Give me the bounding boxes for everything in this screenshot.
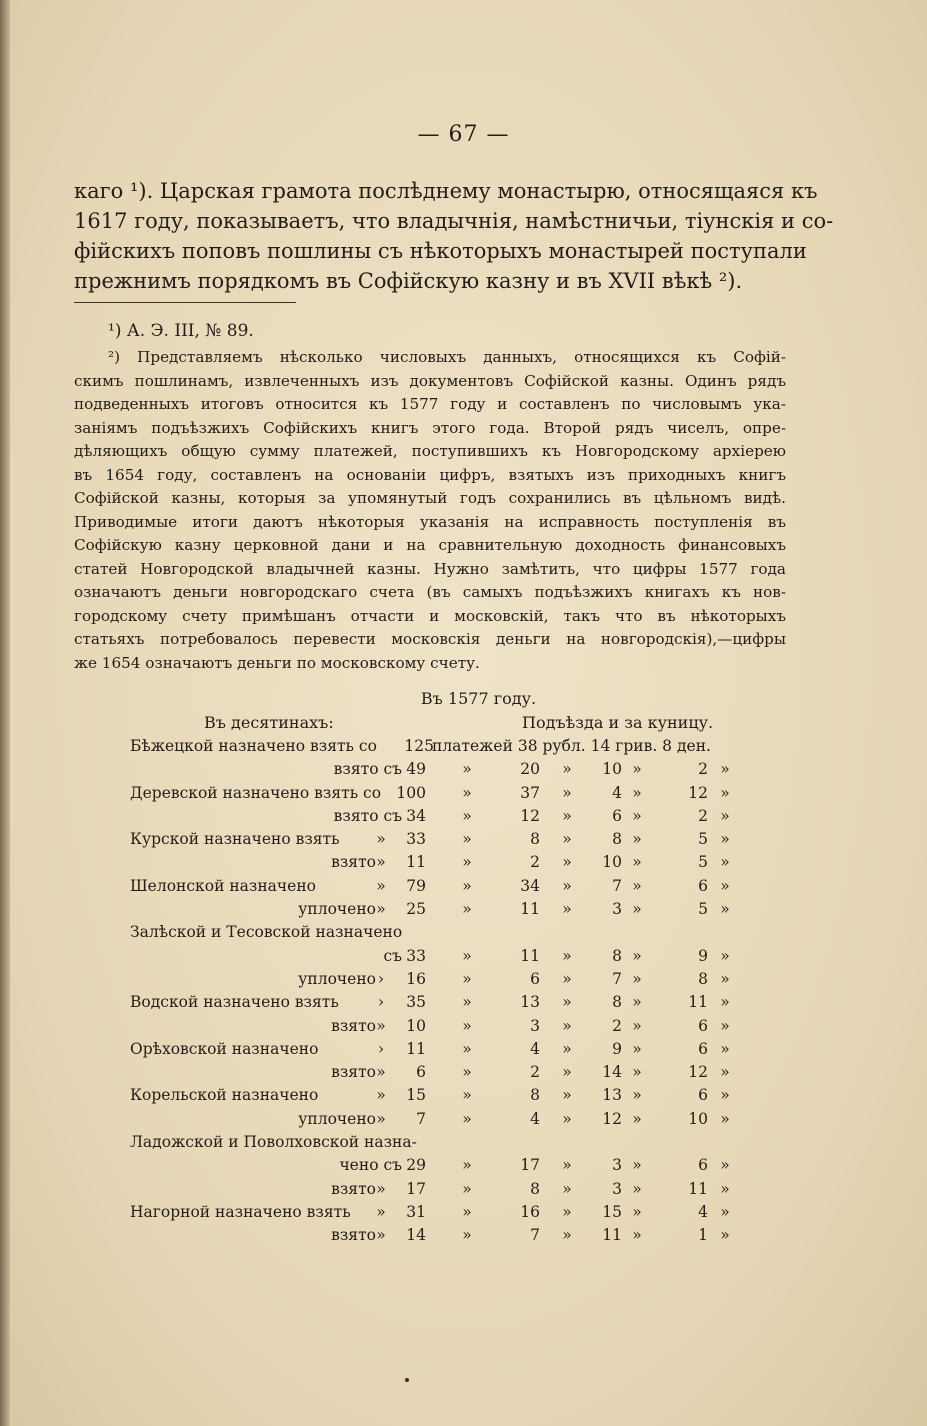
dengas-value: 6	[698, 1016, 708, 1035]
rubles-value: 11	[520, 946, 540, 965]
ditto-mark: »	[376, 1063, 386, 1082]
table-row	[130, 758, 790, 781]
rubles-value: 3	[530, 1016, 540, 1035]
payments-count: 16	[406, 969, 426, 988]
ditto-mark: »	[720, 969, 730, 988]
footnote-line: ²) Представляемъ нѣсколько числовыхъ данныхъ, относящихся къ Софій-	[108, 348, 786, 366]
grivnas-value: 10	[602, 760, 622, 779]
ditto-mark: »	[632, 1202, 642, 1221]
table-row	[130, 1154, 790, 1177]
row-label: Курской назначено взять	[130, 830, 340, 849]
rubles-value: 2	[530, 853, 540, 872]
ditto-mark: »	[720, 1226, 730, 1245]
ditto-mark: »	[462, 1202, 472, 1221]
footnote-line: Софійской казны, которыя за упомянутый годъ сохранились въ цѣльномъ видѣ.	[74, 489, 786, 507]
dengas-value: 12	[688, 783, 708, 802]
ditto-mark: »	[632, 1226, 642, 1245]
payments-count: 14	[406, 1226, 426, 1245]
footnote-1: ¹) А. Э. III, № 89.	[108, 321, 254, 341]
grivnas-value: 13	[602, 1086, 622, 1105]
grivnas-value: 15	[602, 1202, 622, 1221]
table-row	[130, 1201, 790, 1224]
row-label: Залѣской и Тесовской назначено	[130, 923, 403, 942]
ditto-mark: »	[720, 830, 730, 849]
main-paragraph	[74, 176, 834, 296]
rubles-value: 34	[520, 876, 540, 895]
ditto-mark: »	[632, 806, 642, 825]
rubles-value: 8	[530, 1086, 540, 1105]
table-row	[130, 1224, 790, 1247]
ditto-mark: »	[462, 853, 472, 872]
ditto-mark: »	[376, 1109, 386, 1128]
paragraph-line: 1617 году, показываетъ, что владычнія, намѣстничьи, тіунскія и со-	[74, 209, 834, 233]
ditto-mark: »	[720, 1086, 730, 1105]
ditto-mark: »	[462, 806, 472, 825]
table-header-left: Въ десятинахъ:	[204, 713, 334, 732]
ditto-mark: »	[632, 830, 642, 849]
table-row	[130, 1131, 790, 1154]
footnote-line: въ 1654 году, составленъ на основаніи цифръ, взятыхъ изъ приходныхъ книгъ	[74, 465, 786, 484]
ditto-mark: »	[462, 900, 472, 919]
ditto-mark: »	[562, 876, 572, 895]
grivnas-value: 4	[612, 783, 622, 802]
table-row	[130, 1038, 790, 1061]
rubles-value: 6	[530, 969, 540, 988]
page-edge-shadow	[0, 0, 10, 1426]
paragraph-line: прежнимъ порядкомъ въ Софійскую казну и въ XVII вѣкѣ ²).	[74, 269, 743, 293]
ditto-mark: »	[562, 993, 572, 1012]
ditto-mark: »	[562, 783, 572, 802]
row-label: взято	[331, 1063, 376, 1082]
footnote-2	[74, 346, 786, 675]
payments-count: 125	[404, 737, 434, 755]
dengas-value: 12	[688, 1063, 708, 1082]
table-row	[130, 1178, 790, 1201]
row-label: Деревской назначено взять со	[130, 783, 382, 802]
grivnas-value: 8	[612, 946, 622, 965]
table-row	[130, 945, 790, 968]
payments-count: 79	[406, 876, 426, 895]
row-label: уплочено	[298, 900, 376, 919]
row-label: уплочено	[298, 1109, 376, 1128]
ditto-mark: »	[720, 1039, 730, 1058]
grivnas-value: 3	[612, 1179, 622, 1198]
ditto-mark: »	[720, 1016, 730, 1035]
ditto-mark: »	[376, 1086, 386, 1105]
payments-count: 33	[406, 830, 426, 849]
footnote-line: Приводимые итоги даютъ нѣкоторыя указанія на исправность поступленія въ	[74, 512, 786, 531]
table-row	[130, 782, 790, 805]
rubles-value: 12	[520, 806, 540, 825]
ditto-mark: »	[376, 1016, 386, 1035]
payments-count: 29	[406, 1156, 426, 1175]
rubles-value: 13	[520, 993, 540, 1012]
ditto-mark: »	[376, 853, 386, 872]
ditto-mark: »	[632, 783, 642, 802]
table-row	[130, 1084, 790, 1107]
rubles-value: 2	[530, 1063, 540, 1082]
footnote-line: же 1654 означаютъ деньги по московскому счету.	[74, 653, 480, 672]
ditto-mark: »	[720, 900, 730, 919]
ditto-mark: »	[720, 806, 730, 825]
ditto-mark: »	[462, 1109, 472, 1128]
dengas-value: 6	[698, 1086, 708, 1105]
dengas-value: 6	[698, 876, 708, 895]
grivnas-value: 9	[612, 1039, 622, 1058]
payments-count: 11	[406, 1039, 426, 1058]
dengas-value: 4	[698, 1202, 708, 1221]
payments-table	[130, 735, 790, 1248]
row-label: взято	[331, 853, 376, 872]
grivnas-value: 7	[612, 969, 622, 988]
table-row	[130, 828, 790, 851]
row-label: Орѣховской назначено	[130, 1039, 319, 1058]
ditto-mark: »	[720, 1109, 730, 1128]
payments-count: 100	[396, 783, 426, 802]
ditto-mark: ›	[377, 993, 385, 1012]
dengas-value: 10	[688, 1109, 708, 1128]
row-label: Водской назначено взять	[130, 993, 339, 1012]
ditto-mark: »	[562, 1039, 572, 1058]
ditto-mark: »	[720, 1156, 730, 1175]
rubles-value: 4	[530, 1109, 540, 1128]
payments-count: 6	[416, 1063, 426, 1082]
dengas-value: 6	[698, 1156, 708, 1175]
payments-count: 11	[406, 853, 426, 872]
grivnas-value: 7	[612, 876, 622, 895]
ditto-mark: »	[720, 1063, 730, 1082]
page-number: — 67 —	[417, 122, 510, 147]
row-label: взято	[331, 1226, 376, 1245]
payments-count: 10	[406, 1016, 426, 1035]
dengas-value: 2	[698, 760, 708, 779]
dengas-value: 9	[698, 946, 708, 965]
dengas-value: 11	[688, 1179, 708, 1198]
ditto-mark: »	[632, 969, 642, 988]
ditto-mark: »	[562, 1086, 572, 1105]
table-title: Въ 1577 году.	[420, 689, 537, 708]
ditto-mark: »	[632, 876, 642, 895]
ditto-mark: »	[462, 1226, 472, 1245]
payments-count: 7	[416, 1109, 426, 1128]
grivnas-value: 2	[612, 1016, 622, 1035]
ditto-mark: »	[462, 1179, 472, 1198]
ditto-mark: ›	[377, 1039, 385, 1058]
grivnas-value: 8	[612, 830, 622, 849]
ditto-mark: »	[562, 1156, 572, 1175]
ditto-mark: »	[462, 946, 472, 965]
paragraph-line: фійскихъ поповъ пошлины съ нѣкоторыхъ монастырей поступали	[74, 239, 807, 263]
payments-count: 17	[406, 1179, 426, 1198]
ditto-mark: »	[720, 853, 730, 872]
row-label: чено съ	[339, 1156, 402, 1175]
footnote-line: заніямъ подъѣзжихъ Софійскихъ книгъ этого года. Второй рядъ чиселъ, опре-	[74, 418, 786, 437]
rubles-value: 17	[520, 1156, 540, 1175]
row-label: взято съ	[333, 760, 402, 779]
dengas-value: 11	[688, 993, 708, 1012]
payments-count: 33	[406, 946, 426, 965]
grivnas-value: 14	[602, 1063, 622, 1082]
rubles-value: 37	[520, 783, 540, 802]
ditto-mark: »	[462, 876, 472, 895]
row-rest: платежей 38 рубл. 14 грив. 8 ден.	[432, 737, 711, 755]
table-row	[130, 921, 790, 944]
ditto-mark: »	[462, 760, 472, 779]
table-row	[130, 898, 790, 921]
ditto-mark: »	[720, 993, 730, 1012]
ditto-mark: »	[562, 1063, 572, 1082]
ditto-mark: »	[376, 830, 386, 849]
ditto-mark: »	[376, 1202, 386, 1221]
rubles-value: 4	[530, 1039, 540, 1058]
grivnas-value: 11	[602, 1226, 622, 1245]
table-row	[130, 1061, 790, 1084]
row-label: Корельской назначено	[130, 1086, 319, 1105]
row-label: Ладожской и Поволховской назна-	[130, 1133, 417, 1152]
dengas-value: 8	[698, 969, 708, 988]
ditto-mark: »	[462, 969, 472, 988]
ditto-mark: »	[720, 783, 730, 802]
row-label: Бѣжецкой назначено взять со	[130, 737, 377, 755]
table-row	[130, 875, 790, 898]
table-row	[130, 735, 790, 758]
ditto-mark: »	[562, 830, 572, 849]
grivnas-value: 6	[612, 806, 622, 825]
ditto-mark: »	[720, 946, 730, 965]
ditto-mark: »	[562, 1016, 572, 1035]
ditto-mark: »	[632, 1016, 642, 1035]
ditto-mark: »	[632, 1086, 642, 1105]
ditto-mark: »	[462, 993, 472, 1012]
ditto-mark: »	[632, 1039, 642, 1058]
dengas-value: 5	[698, 853, 708, 872]
ditto-mark: »	[462, 1016, 472, 1035]
ditto-mark: »	[462, 1063, 472, 1082]
ditto-mark: »	[562, 900, 572, 919]
ink-speck	[405, 1378, 409, 1382]
ditto-mark: »	[562, 969, 572, 988]
ditto-mark: »	[632, 1179, 642, 1198]
ditto-mark: »	[562, 806, 572, 825]
ditto-mark: »	[376, 876, 386, 895]
ditto-mark: »	[720, 876, 730, 895]
row-label: съ	[383, 946, 402, 965]
row-label: уплочено	[298, 969, 376, 988]
rubles-value: 16	[520, 1202, 540, 1221]
footnote-line: городскому счету примѣшанъ отчасти и московскій, такъ что въ нѣкоторыхъ	[74, 606, 786, 625]
ditto-mark: »	[562, 946, 572, 965]
footnote-divider	[74, 302, 296, 303]
grivnas-value: 3	[612, 1156, 622, 1175]
ditto-mark: »	[462, 1039, 472, 1058]
ditto-mark: »	[462, 783, 472, 802]
ditto-mark: »	[376, 1226, 386, 1245]
ditto-mark: »	[632, 853, 642, 872]
dengas-value: 5	[698, 900, 708, 919]
ditto-mark: »	[632, 760, 642, 779]
ditto-mark: »	[632, 993, 642, 1012]
ditto-mark: »	[562, 1202, 572, 1221]
ditto-mark: »	[462, 1086, 472, 1105]
ditto-mark: »	[376, 1179, 386, 1198]
table-row	[130, 1108, 790, 1131]
table-row	[130, 991, 790, 1014]
payments-count: 34	[406, 806, 426, 825]
table-row	[130, 805, 790, 828]
row-label: взято	[331, 1179, 376, 1198]
dengas-value: 5	[698, 830, 708, 849]
row-label: взято съ	[333, 806, 402, 825]
footnote-line: скимъ пошлинамъ, извлеченныхъ изъ документовъ Софійской казны. Одинъ рядъ	[74, 371, 786, 390]
dengas-value: 2	[698, 806, 708, 825]
ditto-mark: ›	[377, 969, 385, 988]
ditto-mark: »	[376, 900, 386, 919]
footnote-line: статьяхъ потребовалось перевести московскія деньги на новгородскія),—цифры	[74, 630, 786, 648]
table-header-right: Подъѣзда и за куницу.	[522, 713, 714, 732]
ditto-mark: »	[720, 760, 730, 779]
rubles-value: 8	[530, 1179, 540, 1198]
row-label: Шелонской назначено	[130, 876, 317, 895]
dengas-value: 1	[698, 1226, 708, 1245]
ditto-mark: »	[562, 1109, 572, 1128]
payments-count: 25	[406, 900, 426, 919]
table-row	[130, 968, 790, 991]
ditto-mark: »	[562, 1226, 572, 1245]
table-row	[130, 851, 790, 874]
ditto-mark: »	[562, 1179, 572, 1198]
ditto-mark: »	[562, 760, 572, 779]
grivnas-value: 3	[612, 900, 622, 919]
payments-count: 49	[406, 760, 426, 779]
payments-count: 31	[406, 1202, 426, 1221]
grivnas-value: 12	[602, 1109, 622, 1128]
rubles-value: 11	[520, 900, 540, 919]
ditto-mark: »	[562, 853, 572, 872]
footnote-line: статей Новгородской владычней казны. Нужно замѣтить, что цифры 1577 года	[74, 559, 786, 578]
footnote-line: дѣляющихъ общую сумму платежей, поступившихъ къ Новгородскому архіерею	[74, 442, 786, 460]
payments-count: 35	[406, 993, 426, 1012]
rubles-value: 7	[530, 1226, 540, 1245]
footnote-line: означаютъ деньги новгородскаго счета (въ самыхъ подъѣзжихъ книгахъ къ нов-	[74, 583, 786, 601]
ditto-mark: »	[632, 946, 642, 965]
ditto-mark: »	[462, 830, 472, 849]
ditto-mark: »	[632, 1109, 642, 1128]
rubles-value: 20	[520, 760, 540, 779]
grivnas-value: 8	[612, 993, 622, 1012]
table-row	[130, 1015, 790, 1038]
ditto-mark: »	[720, 1179, 730, 1198]
ditto-mark: »	[720, 1202, 730, 1221]
ditto-mark: »	[462, 1156, 472, 1175]
ditto-mark: »	[632, 1063, 642, 1082]
footnote-line: подведенныхъ итоговъ относится къ 1577 году и составленъ по числовымъ ука-	[74, 395, 786, 413]
rubles-value: 8	[530, 830, 540, 849]
payments-count: 15	[406, 1086, 426, 1105]
row-label: взято	[331, 1016, 376, 1035]
ditto-mark: »	[632, 900, 642, 919]
ditto-mark: »	[632, 1156, 642, 1175]
paragraph-line: каго ¹). Царская грамота послѣднему монастырю, относящаяся къ	[74, 179, 818, 203]
dengas-value: 6	[698, 1039, 708, 1058]
grivnas-value: 10	[602, 853, 622, 872]
row-label: Нагорной назначено взять	[130, 1202, 351, 1221]
footnote-line: Софійскую казну церковной дани и на сравнительную доходность финансовыхъ	[74, 536, 786, 554]
